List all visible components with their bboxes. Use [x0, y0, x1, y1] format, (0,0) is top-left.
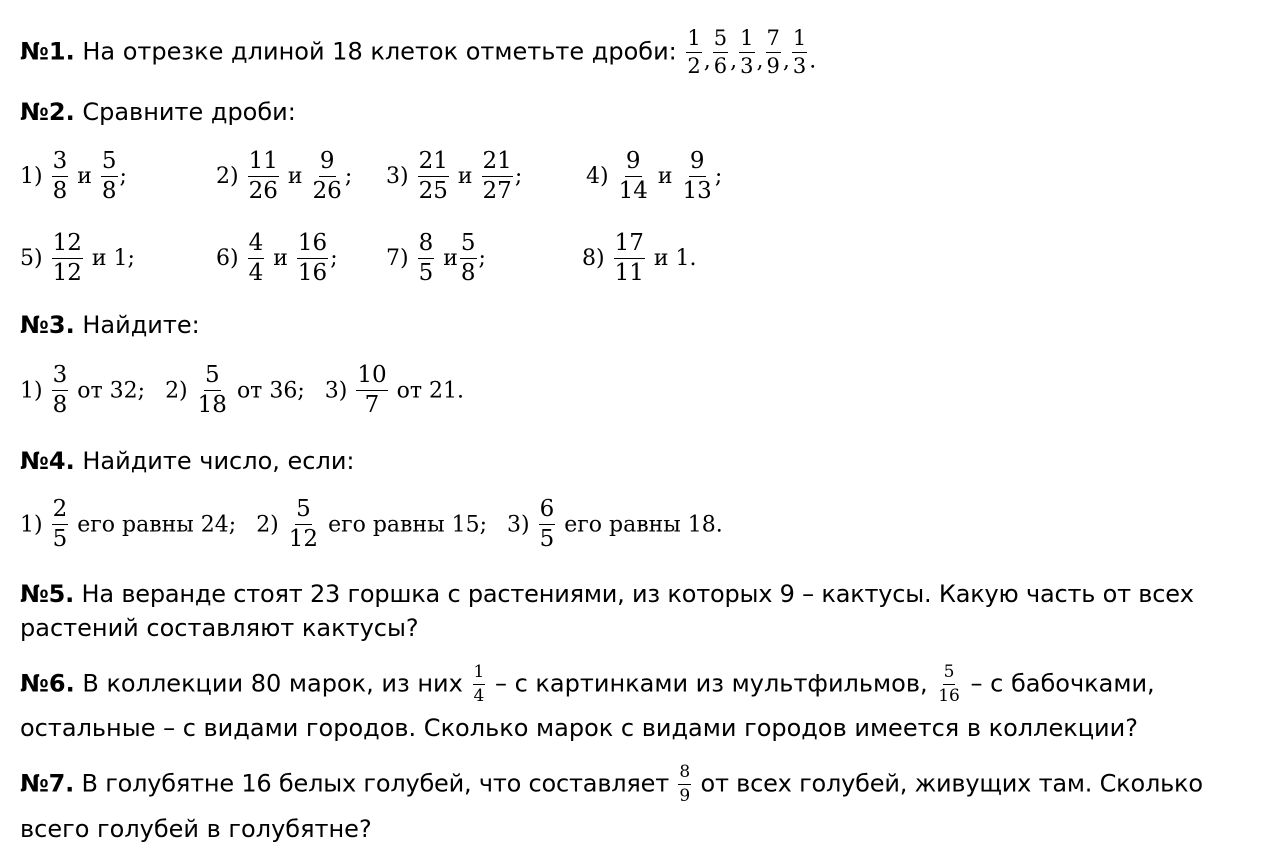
task-2-heading — [20, 98, 296, 126]
fraction: $\frac{5}{6}$ — [713, 26, 728, 78]
task-5-line-2: растений составляют кактусы? — [20, 614, 419, 642]
fraction: $\frac{1}{2}$ — [687, 26, 701, 78]
compare-item-4: 4) $\frac{9}{14}$ и $\frac{9}{13}$ ; — [586, 148, 723, 204]
fraction: $\frac{8}{9}$ — [679, 762, 691, 806]
find-item-2: 2) $\frac{5}{18}$ от 36; — [165, 362, 305, 418]
task-1-number: №1. — [20, 37, 75, 66]
compare-item-7: 7) $\frac{8}{5}$ и $\frac{5}{8}$ ; — [386, 230, 486, 286]
number-item-1: 1) $\frac{2}{5}$ его равны 24; — [20, 496, 237, 552]
fraction: $\frac{7}{9}$ — [766, 26, 780, 78]
find-item-3: 3) $\frac{10}{7}$ от 21. — [324, 362, 465, 418]
fraction: $\frac{1}{4}$ — [473, 662, 485, 706]
task-4-text: Найдите число, если: — [82, 447, 355, 475]
number-item-2: 2) $\frac{5}{12}$ его равны 15; — [256, 496, 488, 552]
find-item-1: 1) $\frac{3}{8}$ от 32; — [20, 362, 146, 418]
task-3-number: №3. — [20, 311, 75, 339]
task-4-heading — [20, 447, 355, 475]
find-items-row — [20, 364, 464, 417]
number-items-row — [20, 498, 723, 551]
task-6-number: №6. — [20, 669, 75, 698]
fraction: $\frac{1}{3}$ — [740, 26, 754, 78]
task-7-number: №7. — [20, 769, 75, 798]
compare-item-1: 1) $\frac{3}{8}$ и $\frac{5}{8}$ ; — [20, 148, 127, 204]
task-1: №1. На отрезке длиной 18 клеток отметьте дроби: $\frac{1}{2}$ , $\frac{5}{6}$ , $\frac{1}{3}$ , $\frac{7}{9}$ , $\frac{1}{3}$ . — [20, 26, 817, 78]
compare-item-8: 8) $\frac{17}{11}$ и 1. — [582, 230, 697, 286]
task-1-text: На отрезке длиной 18 клеток отметьте дроби: — [82, 37, 677, 66]
compare-item-3: 3) $\frac{21}{25}$ и $\frac{21}{27}$ ; — [386, 148, 523, 204]
task-3-heading — [20, 311, 200, 339]
task-3-text: Найдите: — [82, 311, 200, 339]
task-6-line-2: остальные – с видами городов. Сколько марок с видами городов имеется в коллекции? — [20, 714, 1138, 742]
task-2-text: Сравните дроби: — [82, 98, 296, 126]
task-7-line-1: №7. В голубятне 16 белых голубей, что составляет $\frac{8}{9}$ от всех голубей, живущих там. Сколько — [20, 762, 1203, 806]
fraction: $\frac{5}{16}$ — [938, 662, 960, 706]
task-7-line-2: всего голубей в голубятне? — [20, 815, 372, 843]
compare-item-2: 2) $\frac{11}{26}$ и $\frac{9}{26}$ ; — [216, 148, 353, 204]
task-5-number: №5. — [20, 580, 75, 608]
fraction: $\frac{1}{3}$ — [792, 26, 807, 78]
task-5-line-1: №5. На веранде стоят 23 горшка с растениями, из которых 9 – кактусы. Какую часть от всех — [20, 580, 1194, 608]
task-6-line-1: №6. В коллекции 80 марок, из них $\frac{1}{4}$ – с картинками из мультфильмов, $\frac{5}{16}$ – с бабочками, — [20, 662, 1155, 706]
number-item-3: 3) $\frac{6}{5}$ его равны 18. — [507, 496, 723, 552]
task-4-number: №4. — [20, 447, 75, 475]
compare-item-6: 6) $\frac{4}{4}$ и $\frac{16}{16}$ ; — [216, 230, 338, 286]
compare-item-5: 5) $\frac{12}{12}$ и 1; — [20, 230, 135, 286]
task-2-number: №2. — [20, 98, 75, 126]
